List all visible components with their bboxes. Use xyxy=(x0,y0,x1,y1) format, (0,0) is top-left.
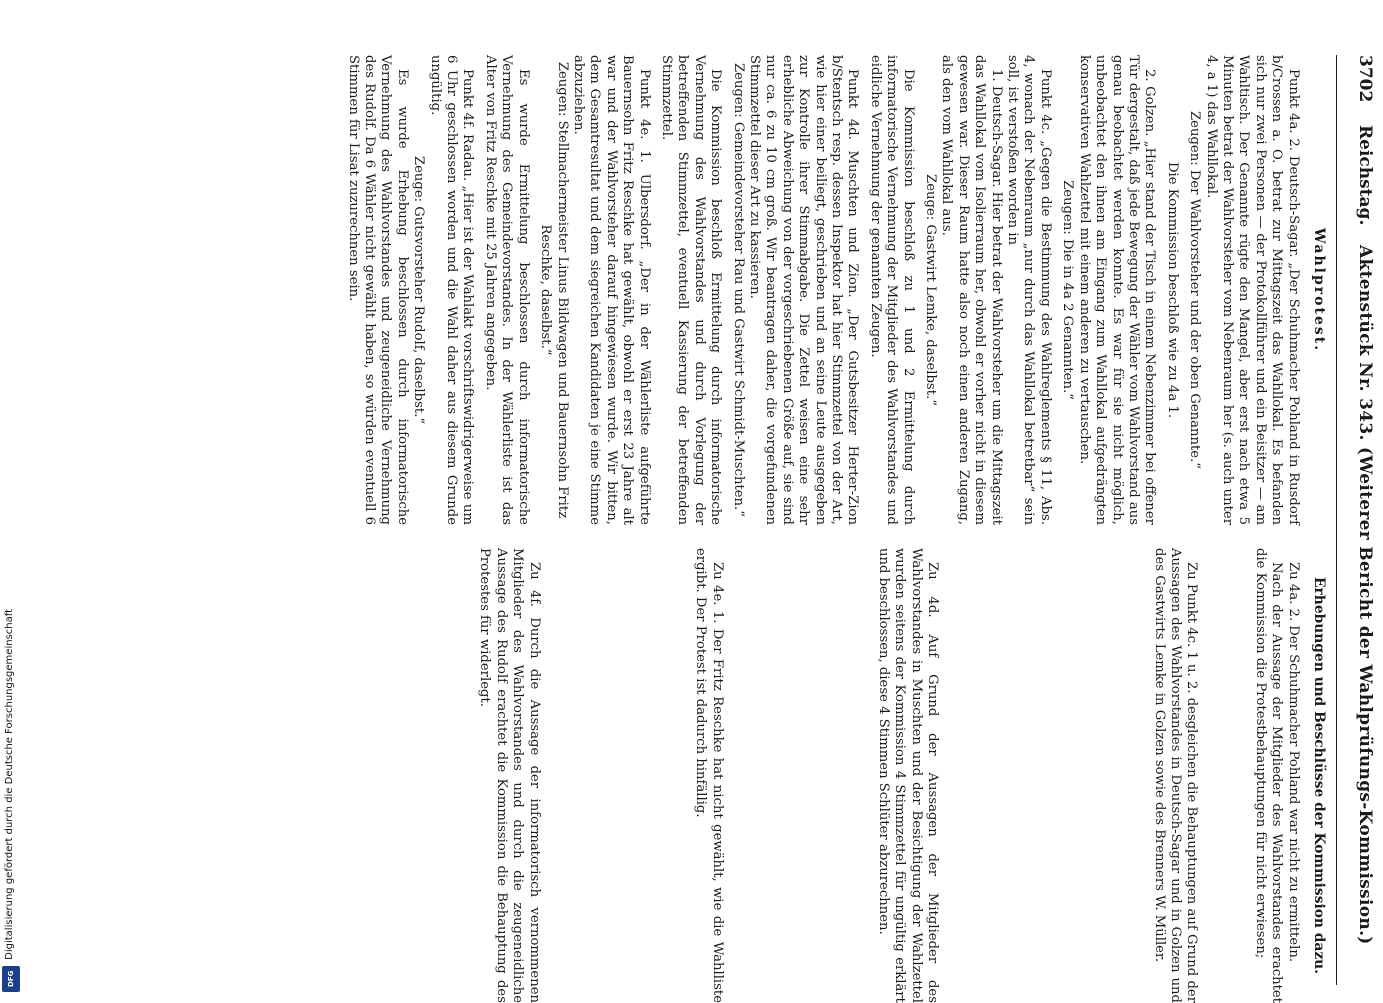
paragraph: Zu 4a. 2. Der Schuhmacher Pohland war nicht zu ermitteln. xyxy=(1285,562,1301,963)
paragraph: Nach der Aussage der Mitglieder des Wahlvorstandes erachtet die Kommission die Protestbehauptungen für nicht erwiesen; xyxy=(1252,548,1285,1003)
header-left-label: Reichstag. xyxy=(1355,125,1375,226)
header-title: Aktenstück Nr. 343. (Weiterer Bericht der Wahlprüfungs-Kommission.) xyxy=(1355,245,1375,945)
paragraph: Punkt 4f. Radau. „Hier ist der Wahlakt vorschriftswidrigerweise um 6 Uhr geschlossen worden und die Wahl daher aus diesem Grunde ungültig. xyxy=(427,55,476,525)
dfg-logo: DFG xyxy=(2,966,20,992)
paragraph: Die Kommission beschloß wie zu 4a 1. xyxy=(1164,161,1180,419)
credit-text: Digitalisierung gefördert durch die Deutsche Forschungsgemeinschaft xyxy=(4,609,15,960)
witness-line: Zeugen: Die in 4a 2 Genannten.“ xyxy=(1060,180,1076,400)
witness-line: Zeugen: Der Wahlvorsteher und der oben Genannte.“ xyxy=(1187,111,1203,469)
paragraph: 1. Deutsch-Sagar. Hier betrat der Wahlvorsteher um die Mittagszeit das Wahllokal vom Isolierraum her, obwohl er vorher nicht in diesem gewesen war. Dieser Raum hatte also noch einen anderen Zugang, als den vom Wahllokal aus. xyxy=(939,55,1004,525)
digitization-credit xyxy=(0,240,24,1000)
witness-line: Zeugen: Stellmachermeister Linus Bildwagen und Bauernsohn Fritz Reschke, daselbst.“ xyxy=(538,61,570,519)
witness-line: Zeuge: Gutsvorsteher Rudolf, daselbst.“ xyxy=(411,155,427,425)
paragraph: Punkt 4a. 2. Deutsch-Sagar. „Der Schuhmacher Pohland in Rusdorf b/Crossen a. O. betrat zur Mittagszeit das Wahllokal. Es befanden sich nur zwei Personen — der Protokollführer und ein Beisitzer — am Wahltisch. Der Genannte rügte den Mangel, aber erst nach etwa 5 Minuten betrat der Wahlvorsteher vom Nebenraum her (s. auch unter 4, a 1) das Wahllokal. xyxy=(1203,55,1301,525)
paragraph: Die Kommission beschloß Ermittelung durch informatorische Vernehmung des Wahlvorstandes und durch Vorlegung der betreffenden Stimmzettel, eventuell Kassierung der betreffenden Stimmzettel. xyxy=(658,55,724,525)
paragraph: Zu 4f. Durch die Aussage der informatorisch vernommenen Mitglieder des Wahlvorstandes und durch die zeugeneidliche Aussage des Rudolf erachtet die Kommission die Behauptung des Protestes für widerlegt. xyxy=(477,548,542,1003)
paragraph: Es wurde Erhebung beschlossen durch informatorische Vernehmung des Wahlvorstandes und zeugeneidliche Vernehmung des Rudolf. Da 6 Wähler nicht gewählt haben, so würden eventuell 6 Stimmen für Lisat zuzurechnen sein. xyxy=(345,55,410,525)
paragraph: 2. Golzen. „Hier stand der Tisch in einem Nebenzimmer bei offener Tür dergestalt, daß jede Bewegung der Wähler vom Wahlvorstand aus genau beobachtet werden konnte. Es war für sie nicht möglich, unbeobachtet den ihnen am Eingang zum Wahllokal aufgedrängten konservativen Wahlzettel mit einem anderen zu vertauschen. xyxy=(1076,55,1158,525)
paragraph: Punkt 4e. 1. Ulbersdorf. „Der in der Wählerliste aufgeführte Bauernsohn Fritz Reschke hat gewählt, obwohl er erst 23 Jahre alt war und der Wahlvorsteher darauf hingewiesen wurde. Wir bitten, dem Gesamtresultat und dem siegreichen Kandidaten je eine Stimme abzuziehen. xyxy=(570,55,652,525)
witness-line: Zeugen: Gemeindevorsteher Rau und Gastwirt Schmidt-Muschten.“ xyxy=(730,63,746,517)
page-number: 3702 xyxy=(1355,55,1375,103)
left-column xyxy=(344,55,1331,525)
paragraph: Punkt 4c. „Gegen die Bestimmung des Wahlreglements § 11, Abs. 4, wonach der Nebenraum „nur durch das Wahllokal betretbar“ sein soll, ist verstoßen worden in xyxy=(1005,55,1053,525)
page-header xyxy=(1336,55,1375,985)
right-column-title: Erhebungen und Beschlüsse der Kommission dazu. xyxy=(1311,577,1327,974)
witness-line: Zeuge: Gastwirt Lemke, daselbst.“ xyxy=(923,174,939,406)
paragraph: Es wurde Ermittelung beschlossen durch informatorische Vernehmung des Gemeindevorstandes. In der Wählerliste ist das Alter von Fritz Reschke mit 25 Jahren angegeben. xyxy=(482,55,531,525)
paragraph: Zu Punkt 4c. 1 u. 2. desgleichen die Behauptungen auf Grund der Aussagen des Wahlvorstandes in Deutsch-Sagar und in Golzen und des Gastwirts Lemke in Golzen sowie des Brenners W. Müller. xyxy=(1151,548,1200,1003)
left-column-title: Wahlprotest. xyxy=(1311,227,1327,353)
paragraph: Die Kommission beschloß zu 1 und 2 Ermittelung durch informatorische Vernehmung der Mitglieder des Wahlvorstandes und eidliche Vernehmung der genannten Zeugen. xyxy=(867,55,916,525)
right-column xyxy=(476,548,1331,1003)
paragraph: Zu 4e. 1. Der Fritz Reschke hat nicht gewählt, wie die Wahlliste ergibt. Der Protest ist dadurch hinfällig. xyxy=(693,548,725,1003)
paragraph: Zu 4d. Auf Grund der Aussagen der Mitglieder des Wahlvorstandes in Muschten und der Besichtigung der Wahlzettel wurden seitens der Kommission 4 Stimmzettel für ungültig erklärt und beschlossen, diese 4 Stimmen Schlüter abzurechnen. xyxy=(875,548,941,1003)
paragraph: Punkt 4d. Muschten und Zion. „Der Gutsbesitzer Herter-Zion b/Stentsch resp. dessen Inspektor hat hier Stimmzettel von der Art, wie hier einer beiliegt, geschrieben und an seine Leute ausgegeben zur Kontrolle ihrer Stimmabgabe. Die Zettel weisen eine sehr erhebliche Abweichung von der vorgeschriebenen Größe auf, sie sind nur ca. 6 zu 10 cm groß. Wir beantragen daher, die vorgefundenen Stimmzettel dieser Art zu kassieren. xyxy=(747,55,861,525)
